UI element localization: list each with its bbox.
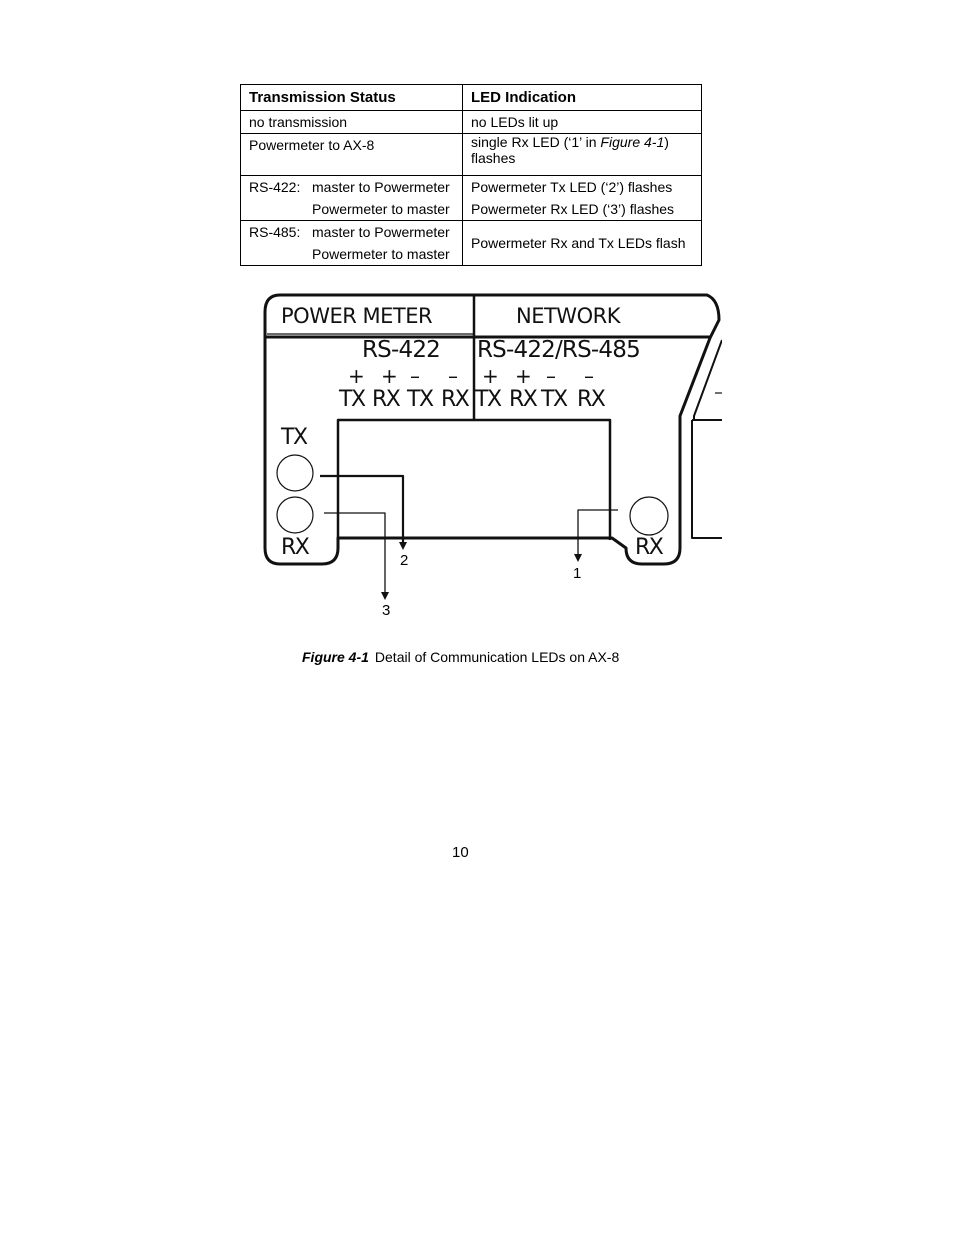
rs422-label: RS-422 xyxy=(362,337,440,363)
pin-label: TX xyxy=(541,387,567,412)
tx-led-label: TX xyxy=(281,425,307,450)
direction-text: master to Powermeter xyxy=(312,224,450,240)
pin-label: RX xyxy=(372,387,400,412)
rx-led-label-right: RX xyxy=(635,535,663,560)
led-line: Powermeter Rx LED (‘3’) flashes xyxy=(471,201,675,217)
sign-label: – xyxy=(546,364,556,388)
table-row xyxy=(241,176,702,221)
callout-1: 1 xyxy=(573,565,582,582)
sign-label: + xyxy=(482,364,499,388)
status-cell: Powermeter to AX-8 xyxy=(241,134,463,176)
pin-label: TX xyxy=(339,387,365,412)
direction-text: master to Powermeter xyxy=(312,179,450,195)
table-header-row xyxy=(241,85,702,111)
status-line xyxy=(249,243,454,265)
pin-label: TX xyxy=(407,387,433,412)
caption-text: Detail of Communication LEDs on AX-8 xyxy=(374,649,620,665)
header-led-indication: LED Indication xyxy=(463,85,702,111)
sign-label: + xyxy=(515,364,532,388)
sign-label: – xyxy=(584,364,594,388)
tx-led xyxy=(277,455,313,491)
transmission-status-table xyxy=(240,84,702,266)
figure-caption xyxy=(302,649,619,665)
caption-figure-ref: Figure 4-1 xyxy=(302,649,369,665)
callout-3: 3 xyxy=(382,602,391,619)
rx-led-right xyxy=(630,497,668,535)
rx-led-label-left: RX xyxy=(281,535,309,560)
rx-led-left xyxy=(277,497,313,533)
figure-reference: Figure 4-1 xyxy=(600,134,665,150)
status-line xyxy=(249,176,454,198)
adjacent-module xyxy=(694,340,722,420)
sign-label: – xyxy=(410,364,420,388)
power-meter-title: POWER METER xyxy=(281,304,433,328)
protocol-prefix: RS-422: xyxy=(249,179,301,195)
pin-label: RX xyxy=(509,387,537,412)
panel-outline xyxy=(265,295,719,564)
led-text-pre: single Rx LED (‘1’ in xyxy=(471,134,601,150)
table-row xyxy=(241,111,702,134)
callout-1-line xyxy=(578,510,618,554)
led-text-post: ) flashes xyxy=(471,134,669,166)
callout-2-arrow xyxy=(399,542,407,550)
table-row xyxy=(241,221,702,266)
status-line xyxy=(249,198,454,220)
callout-3-arrow xyxy=(381,592,389,600)
sign-label: + xyxy=(381,364,398,388)
page-number: 10 xyxy=(452,844,469,861)
led-cell xyxy=(463,176,702,221)
callout-1-arrow xyxy=(574,554,582,562)
led-cell xyxy=(463,134,702,176)
direction-text: Powermeter to master xyxy=(312,246,450,262)
inner-window xyxy=(338,420,610,540)
sign-label: + xyxy=(348,364,365,388)
callout-3-line xyxy=(324,513,385,592)
pin-label: RX xyxy=(441,387,469,412)
direction-text: Powermeter to master xyxy=(312,201,450,217)
table-row xyxy=(241,134,702,176)
protocol-prefix: RS-485: xyxy=(249,224,301,240)
led-line: Powermeter Tx LED (‘2’) flashes xyxy=(471,179,673,195)
led-cell: Powermeter Rx and Tx LEDs flash xyxy=(463,221,702,266)
pin-label: RX xyxy=(577,387,605,412)
header-transmission-status: Transmission Status xyxy=(241,85,463,111)
status-cell xyxy=(241,221,463,266)
status-cell xyxy=(241,176,463,221)
callout-2-line xyxy=(320,476,403,542)
network-title: NETWORK xyxy=(516,304,620,328)
status-line xyxy=(249,221,454,243)
rs422-rs485-label: RS-422/RS-485 xyxy=(477,337,640,363)
sign-label: – xyxy=(448,364,458,388)
status-cell: no transmission xyxy=(241,111,463,134)
led-cell: no LEDs lit up xyxy=(463,111,702,134)
callout-2: 2 xyxy=(400,552,409,569)
ax8-led-diagram xyxy=(262,290,722,630)
pin-label: TX xyxy=(475,387,501,412)
